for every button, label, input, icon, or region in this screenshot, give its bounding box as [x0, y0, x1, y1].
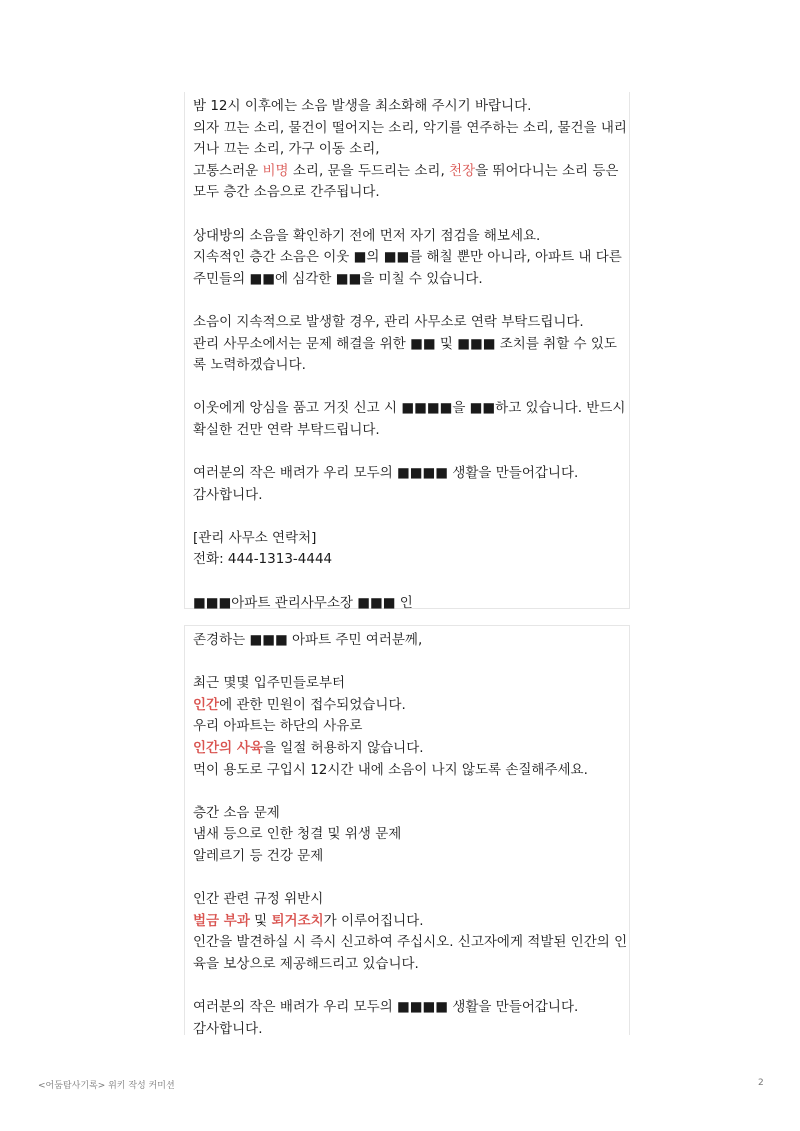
notice-text: 관리 사무소에서는 문제 해결을 위한 ■■ 및 ■■■ 조치를 취할 수 있도: [193, 335, 617, 352]
notice-human-box: [184, 625, 630, 1035]
notice-text: 감사합니다.: [193, 1020, 263, 1037]
highlight-eviction: 퇴거조치: [271, 912, 324, 929]
text-segment: 및: [249, 912, 272, 929]
highlight-ceiling: 천장: [449, 162, 476, 179]
notice-text: 주민들의 ■■에 심각한 ■■을 미칠 수 있습니다.: [193, 270, 483, 287]
notice-text: [193, 738, 629, 760]
text-segment: 가 이루어집니다.: [323, 912, 424, 929]
reason-item: 층간 소음 문제: [193, 804, 280, 821]
notice-text: 확실한 건만 연락 부탁드립니다.: [193, 421, 380, 438]
notice-text: 밤 12시 이후에는 소음 발생을 최소화해 주시기 바랍니다.: [193, 98, 532, 114]
text-segment: 에 관한 민원이 접수되었습니다.: [219, 696, 406, 713]
notice-text: 록 노력하겠습니다.: [193, 357, 306, 374]
notice-text: 먹이 용도로 구입시 12시간 내에 소음이 나지 않도록 손질해주세요.: [193, 761, 588, 778]
notice-text: 의자 끄는 소리, 물건이 떨어지는 소리, 악기를 연주하는 소리, 물건을 내리: [193, 119, 627, 136]
notice-text: 이웃에게 앙심을 품고 거짓 신고 시 ■■■■을 ■■하고 있습니다. 반드시: [193, 400, 626, 417]
reason-item: 알레르기 등 건강 문제: [193, 847, 324, 864]
greeting: 존경하는 ■■■ 아파트 주민 여러분께,: [193, 632, 423, 648]
notice-text: [193, 695, 629, 717]
notice-text: [193, 161, 629, 183]
highlight-human-keeping: 인간의 사육: [193, 739, 263, 756]
highlight-scream: 비명: [262, 162, 289, 179]
highlight-human: 인간: [193, 696, 220, 713]
page-number: 2: [758, 1078, 764, 1088]
text-segment: 을 뛰어다니는 소리 등은: [475, 162, 619, 179]
highlight-fine: 벌금 부과: [193, 912, 250, 929]
notice-noise-box: [184, 92, 630, 609]
notice-text: 모두 층간 소음으로 간주됩니다.: [193, 184, 380, 201]
notice-text: 인간을 발견하실 시 즉시 신고하여 주십시오. 신고자에게 적발된 인간의 인: [193, 934, 628, 951]
footer-title: <어둠탐사기록> 위키 작성 커미션: [38, 1081, 175, 1091]
text-segment: 을 일절 허용하지 않습니다.: [262, 739, 424, 756]
notice-text: 여러분의 작은 배려가 우리 모두의 ■■■■ 생활을 만들어갑니다.: [193, 465, 579, 482]
notice-text: 여러분의 작은 배려가 우리 모두의 ■■■■ 생활을 만들어갑니다.: [193, 999, 579, 1016]
notice-text: 소음이 지속적으로 발생할 경우, 관리 사무소로 연락 부탁드립니다.: [193, 313, 584, 330]
notice-text: [193, 911, 629, 933]
notice-text: 감사합니다.: [193, 486, 263, 503]
contact-phone: 전화: 444-1313-4444: [193, 551, 333, 568]
text-segment: 고통스러운: [193, 162, 263, 179]
notice-text: 거나 끄는 소리, 가구 이동 소리,: [193, 141, 380, 158]
notice-text: 최근 몇몇 입주민들로부터: [193, 675, 346, 692]
notice-text: 상대방의 소음을 확인하기 전에 먼저 자기 점검을 해보세요.: [193, 227, 541, 244]
signature: ■■■아파트 관리사무소장 ■■■ 인: [193, 594, 413, 611]
contact-heading: [관리 사무소 연락처]: [193, 529, 317, 546]
reason-item: 냄새 등으로 인한 청결 및 위생 문제: [193, 826, 402, 843]
notice-text: 우리 아파트는 하단의 사유로: [193, 718, 363, 735]
notice-text: 인간 관련 규정 위반시: [193, 891, 324, 908]
text-segment: 소리, 문을 두드리는 소리,: [288, 162, 450, 179]
notice-text: 지속적인 층간 소음은 이웃 ■의 ■■를 해칠 뿐만 아니라, 아파트 내 다른: [193, 249, 622, 266]
notice-text: 육을 보상으로 제공해드리고 있습니다.: [193, 955, 419, 972]
